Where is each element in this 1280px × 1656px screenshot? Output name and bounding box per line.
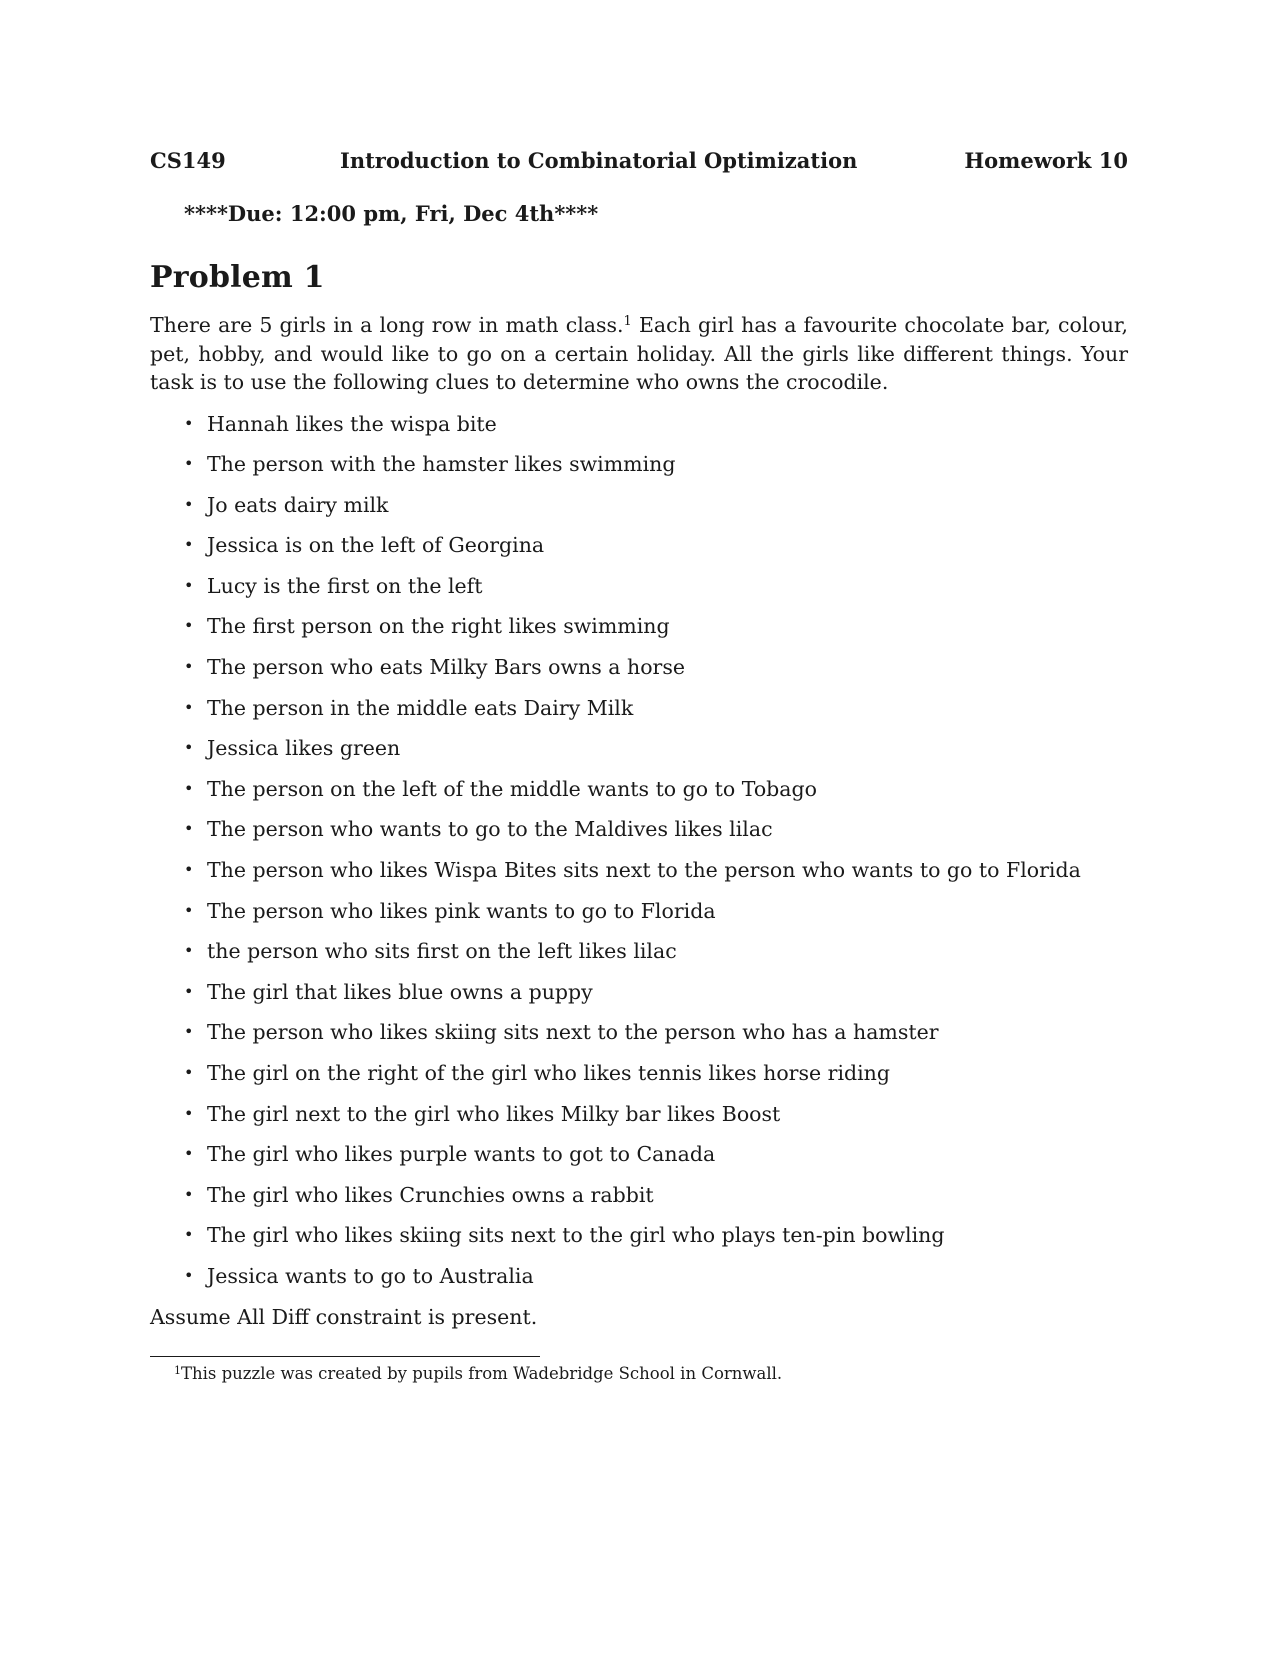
bullet-icon: • — [184, 697, 194, 717]
footnote-text: This puzzle was created by pupils from Wadebridge School in Cornwall. — [181, 1363, 783, 1383]
list-item — [150, 814, 1128, 855]
list-item — [150, 409, 1128, 450]
list-item — [150, 1099, 1128, 1140]
bullet-icon: • — [184, 1225, 194, 1245]
list-item — [150, 936, 1128, 977]
bullet-icon: • — [184, 1103, 194, 1123]
clue-text: The girl who likes Crunchies owns a rabbit — [207, 1182, 654, 1207]
clue-text: The person who likes Wispa Bites sits next to the person who wants to go to Florida — [207, 858, 1081, 883]
due-date: ****Due: 12:00 pm, Fri, Dec 4th**** — [184, 201, 599, 226]
clue-text: The girl next to the girl who likes Milky bar likes Boost — [207, 1101, 781, 1126]
clue-text: The person who likes pink wants to go to Florida — [207, 898, 716, 923]
bullet-icon: • — [184, 1022, 194, 1042]
footnote-rule — [150, 1356, 540, 1357]
assumption-text: Assume All Diff constraint is present. — [150, 1304, 538, 1329]
bullet-icon: • — [184, 494, 194, 514]
intro-text-start: There are 5 girls in a long row in math class. — [150, 313, 624, 337]
bullet-icon: • — [184, 1144, 194, 1164]
clue-list — [150, 409, 1128, 1302]
list-item — [150, 733, 1128, 774]
course-code: CS149 — [150, 148, 226, 173]
list-item — [150, 1220, 1128, 1261]
clue-text: The girl that likes blue owns a puppy — [207, 979, 593, 1004]
clue-text: Jessica likes green — [207, 736, 401, 761]
bullet-icon: • — [184, 616, 194, 636]
list-item — [150, 1058, 1128, 1099]
page-header — [150, 148, 1128, 178]
bullet-icon: • — [184, 900, 194, 920]
list-item — [150, 1180, 1128, 1221]
footnote-mark: 1 — [174, 1363, 181, 1377]
list-item — [150, 1139, 1128, 1180]
clue-text: The person who wants to go to the Maldives likes lilac — [207, 817, 773, 842]
problem-intro — [150, 311, 1128, 397]
list-item — [150, 774, 1128, 815]
clue-text: Lucy is the first on the left — [207, 573, 483, 598]
bullet-icon: • — [184, 819, 194, 839]
bullet-icon: • — [184, 778, 194, 798]
bullet-icon: • — [184, 575, 194, 595]
clue-text: Jessica is on the left of Georgina — [207, 533, 545, 558]
problem-title: Problem 1 — [150, 260, 325, 295]
clue-text: The girl who likes purple wants to got to Canada — [207, 1142, 716, 1167]
clue-text: The person who eats Milky Bars owns a horse — [207, 655, 686, 680]
list-item — [150, 530, 1128, 571]
bullet-icon: • — [184, 1265, 194, 1285]
clue-text: Jo eats dairy milk — [207, 492, 389, 517]
footnote-ref: 1 — [623, 314, 632, 329]
list-item — [150, 449, 1128, 490]
bullet-icon: • — [184, 1184, 194, 1204]
bullet-icon: • — [184, 981, 194, 1001]
clue-text: Jessica wants to go to Australia — [207, 1263, 534, 1288]
clue-text: The person in the middle eats Dairy Milk — [207, 695, 634, 720]
homework-page — [150, 148, 1128, 1385]
bullet-icon: • — [184, 657, 194, 677]
list-item — [150, 611, 1128, 652]
list-item — [150, 571, 1128, 612]
bullet-icon: • — [184, 738, 194, 758]
clue-text: The person with the hamster likes swimming — [207, 452, 676, 477]
bullet-icon: • — [184, 860, 194, 880]
clue-text: The girl on the right of the girl who likes tennis likes horse riding — [207, 1061, 891, 1085]
bullet-icon: • — [184, 941, 194, 961]
list-item — [150, 977, 1128, 1018]
clue-text: The person who likes skiing sits next to the person who has a hamster — [207, 1020, 939, 1045]
homework-number: Homework 10 — [964, 148, 1128, 173]
bullet-icon: • — [184, 413, 194, 433]
list-item — [150, 1017, 1128, 1058]
list-item — [150, 652, 1128, 693]
clue-text: The person on the left of the middle wants to go to Tobago — [207, 776, 817, 801]
bullet-icon: • — [184, 535, 194, 555]
course-title: Introduction to Combinatorial Optimization — [340, 148, 858, 173]
clue-text: the person who sits first on the left likes lilac — [207, 939, 677, 964]
footnote — [174, 1363, 1128, 1385]
bullet-icon: • — [184, 454, 194, 474]
clue-text: The girl who likes skiing sits next to the girl who plays ten-pin bowling — [207, 1223, 945, 1248]
clue-text: The first person on the right likes swimming — [207, 614, 670, 639]
list-item — [150, 490, 1128, 531]
list-item — [150, 855, 1128, 896]
intro-text-end: Each girl has a favourite chocolate bar, colour, pet, hobby, and would like to go on a certain holiday. All the girls like different things. Your task is to use the following clues to determine who owns the crocodile. — [150, 313, 1128, 394]
clue-text: Hannah likes the wispa bite — [207, 411, 497, 436]
list-item — [150, 1261, 1128, 1302]
list-item — [150, 693, 1128, 734]
list-item — [150, 896, 1128, 937]
bullet-icon: • — [184, 1063, 194, 1082]
